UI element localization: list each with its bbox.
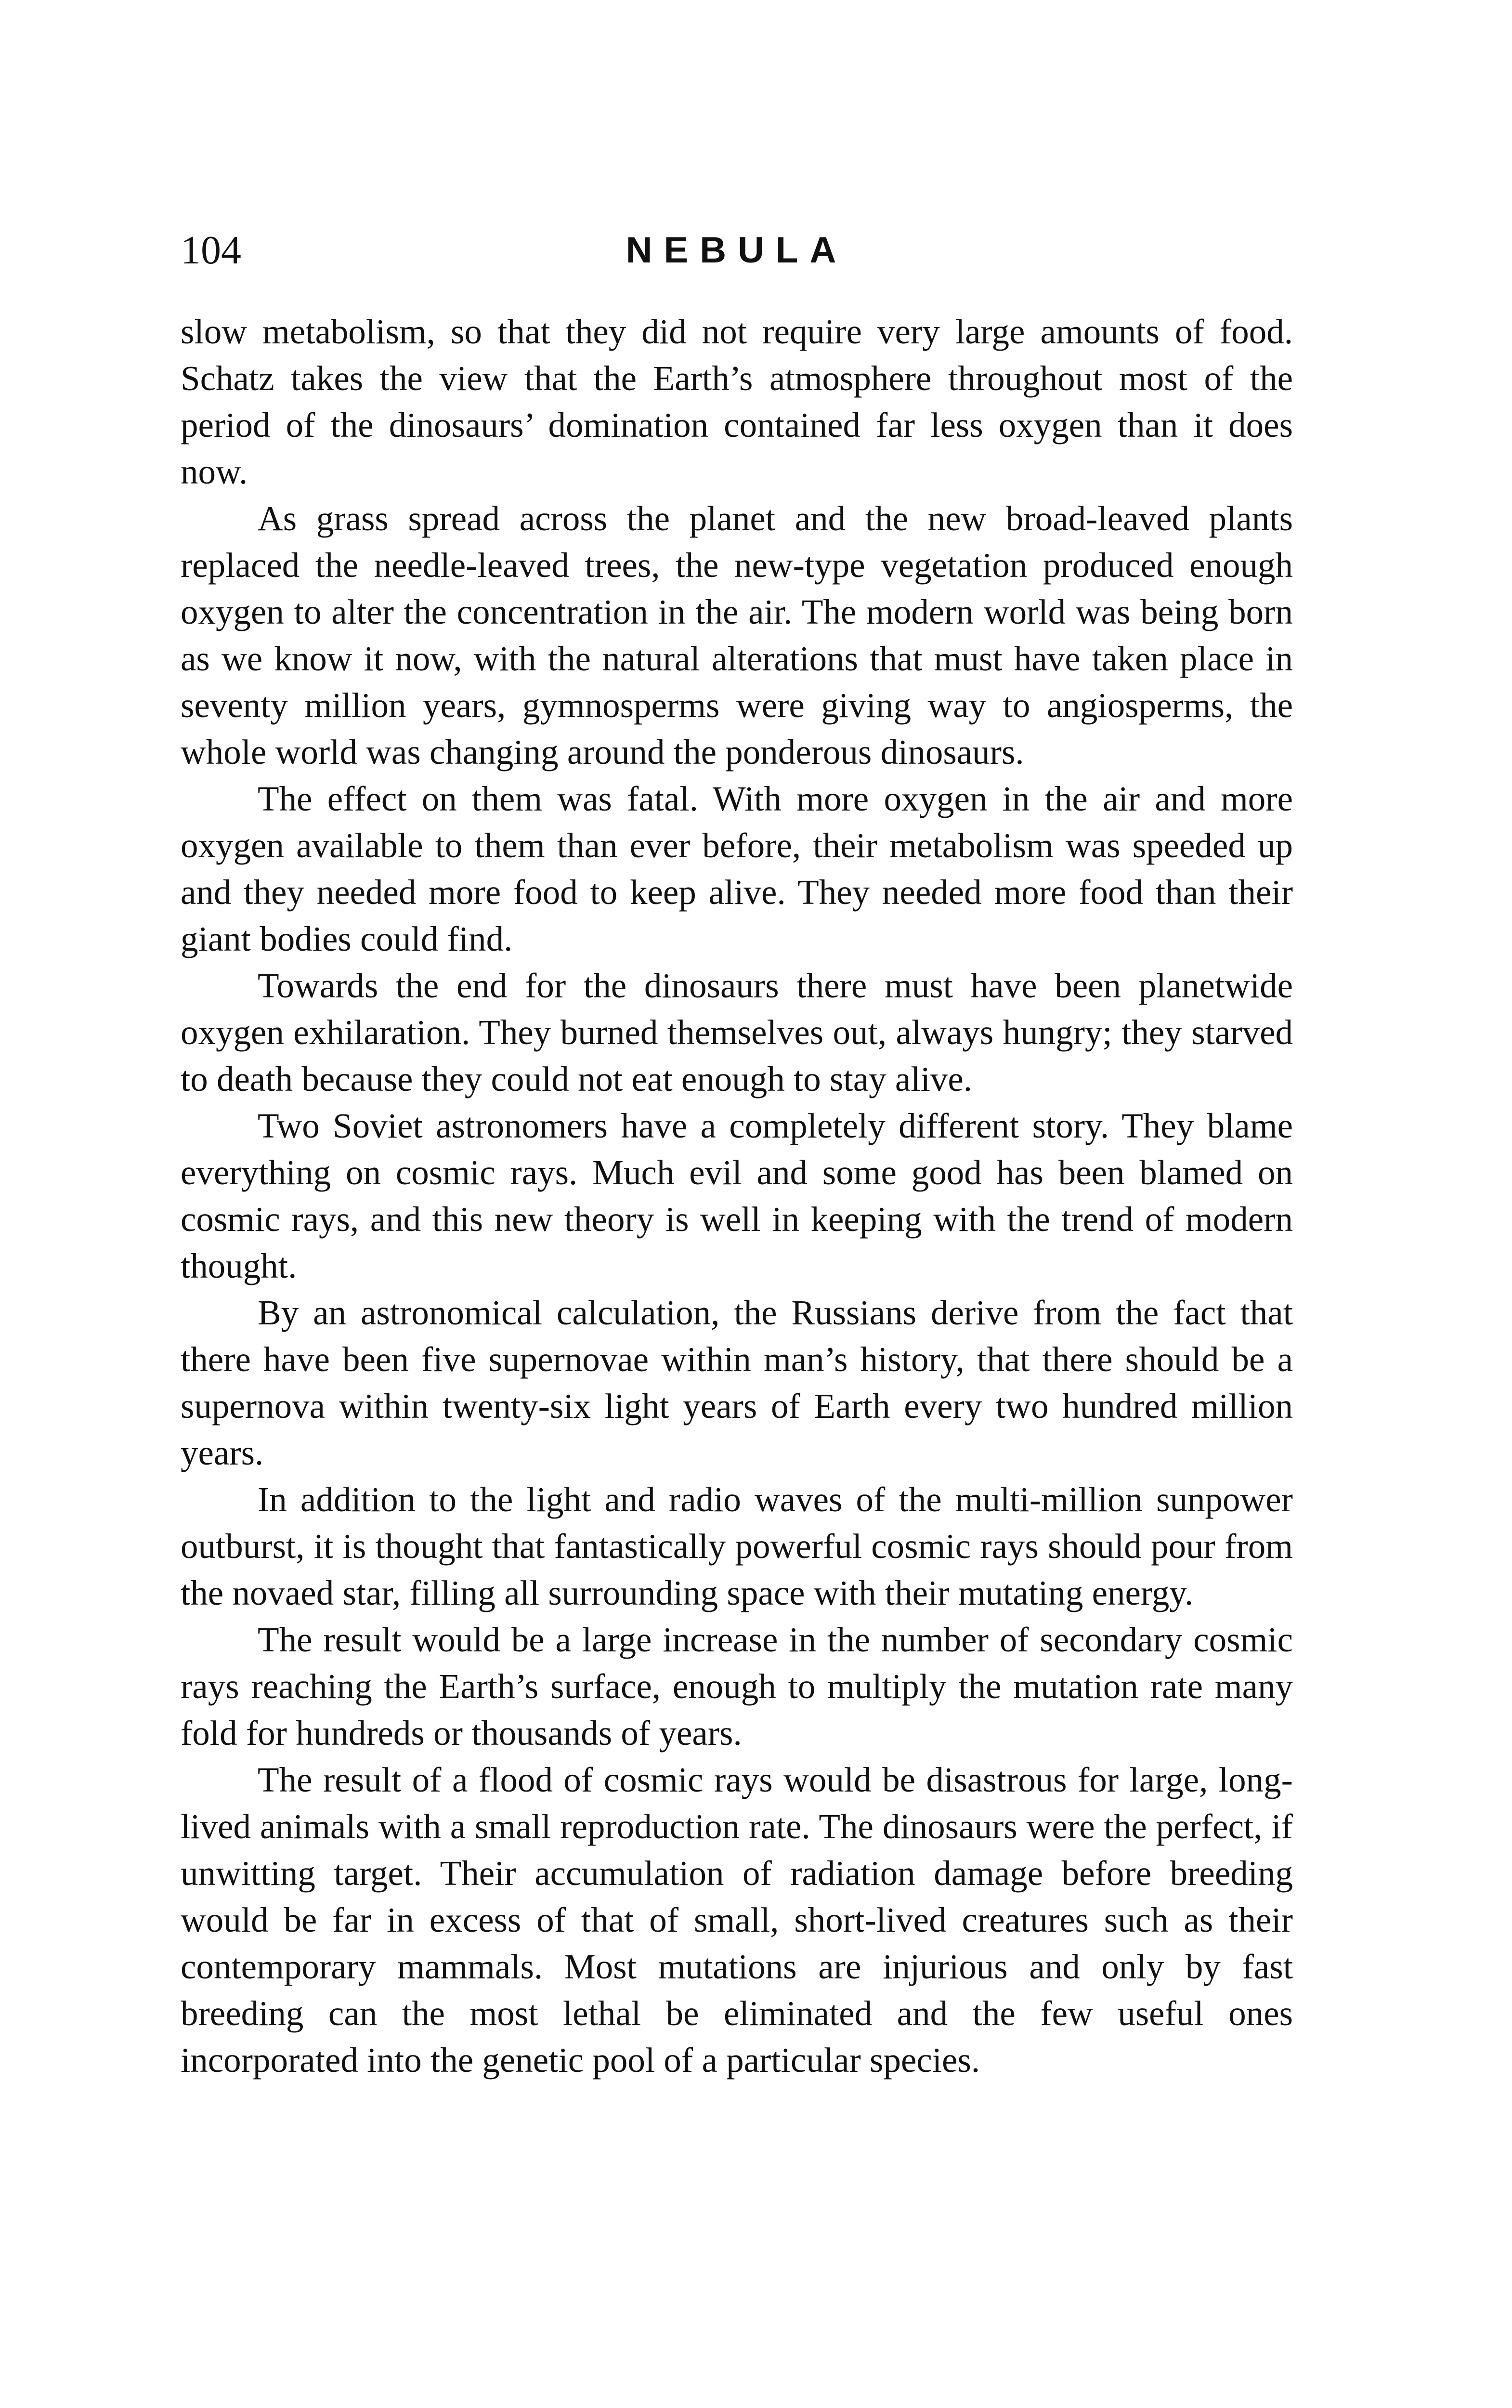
running-title: NEBULA	[626, 230, 848, 271]
paragraph-1: slow metabolism, so that they did not require very large amounts of food. Schatz takes the view that the Earth’s atmosphere throughout most of the period of the dinosaurs’ domination contained far less oxygen than it does now.	[181, 312, 1293, 491]
paragraph-2: As grass spread across the planet and the new broad-leaved plants replaced the needle-leaved trees, the new-type vegetation produced enough oxygen to alter the concentration in the air. The modern world was being born as we know it now, with the natural alterations that must have taken place in seventy million years, gymnosperms were giving way to angiosperms, the whole world was changing around the ponderous dinosaurs.	[181, 499, 1293, 772]
paragraph-6: By an astronomical calculation, the Russians derive from the fact that there have been five supernovae within man’s history, that there should be a supernova within twenty-six light years of Earth every two hundred million years.	[181, 1293, 1293, 1472]
paragraph-4: Towards the end for the dinosaurs there must have been planetwide oxygen exhilaration. They burned themselves out, always hungry; they starved to death because they could not eat enough to stay alive.	[181, 966, 1293, 1099]
page-header	[181, 226, 1293, 284]
paragraph-7: In addition to the light and radio waves of the multi-million sunpower outburst, it is thought that fantastically powerful cosmic rays should pour from the novaed star, filling all surrounding space with their mutating energy.	[181, 1480, 1293, 1612]
paragraph-3: The effect on them was fatal. With more oxygen in the air and more oxygen available to them than ever before, their metabolism was speeded up and they needed more food to keep alive. They needed more food than their giant bodies could find.	[181, 779, 1293, 958]
page-number: 104	[181, 228, 241, 273]
body-text	[181, 308, 1293, 2083]
paragraph-9: The result of a flood of cosmic rays would be disastrous for large, long-lived animals with a small reproduction rate. The dinosaurs were the perfect, if unwitting target. Their accumulation of radiation damage before breeding would be far in excess of that of small, short-lived creatures such as their contemporary mammals. Most mutations are injurious and only by fast breeding can the most lethal be eliminated and the few useful ones incorporated into the genetic pool of a particular species.	[181, 1760, 1293, 2080]
paragraph-8: The result would be a large increase in the number of secondary cosmic rays reaching the Earth’s surface, enough to multiply the mutation rate many fold for hundreds or thousands of years.	[181, 1620, 1293, 1753]
paragraph-5: Two Soviet astronomers have a completely different story. They blame everything on cosmic rays. Much evil and some good has been blamed on cosmic rays, and this new theory is well in keeping with the trend of modern thought.	[181, 1106, 1293, 1285]
